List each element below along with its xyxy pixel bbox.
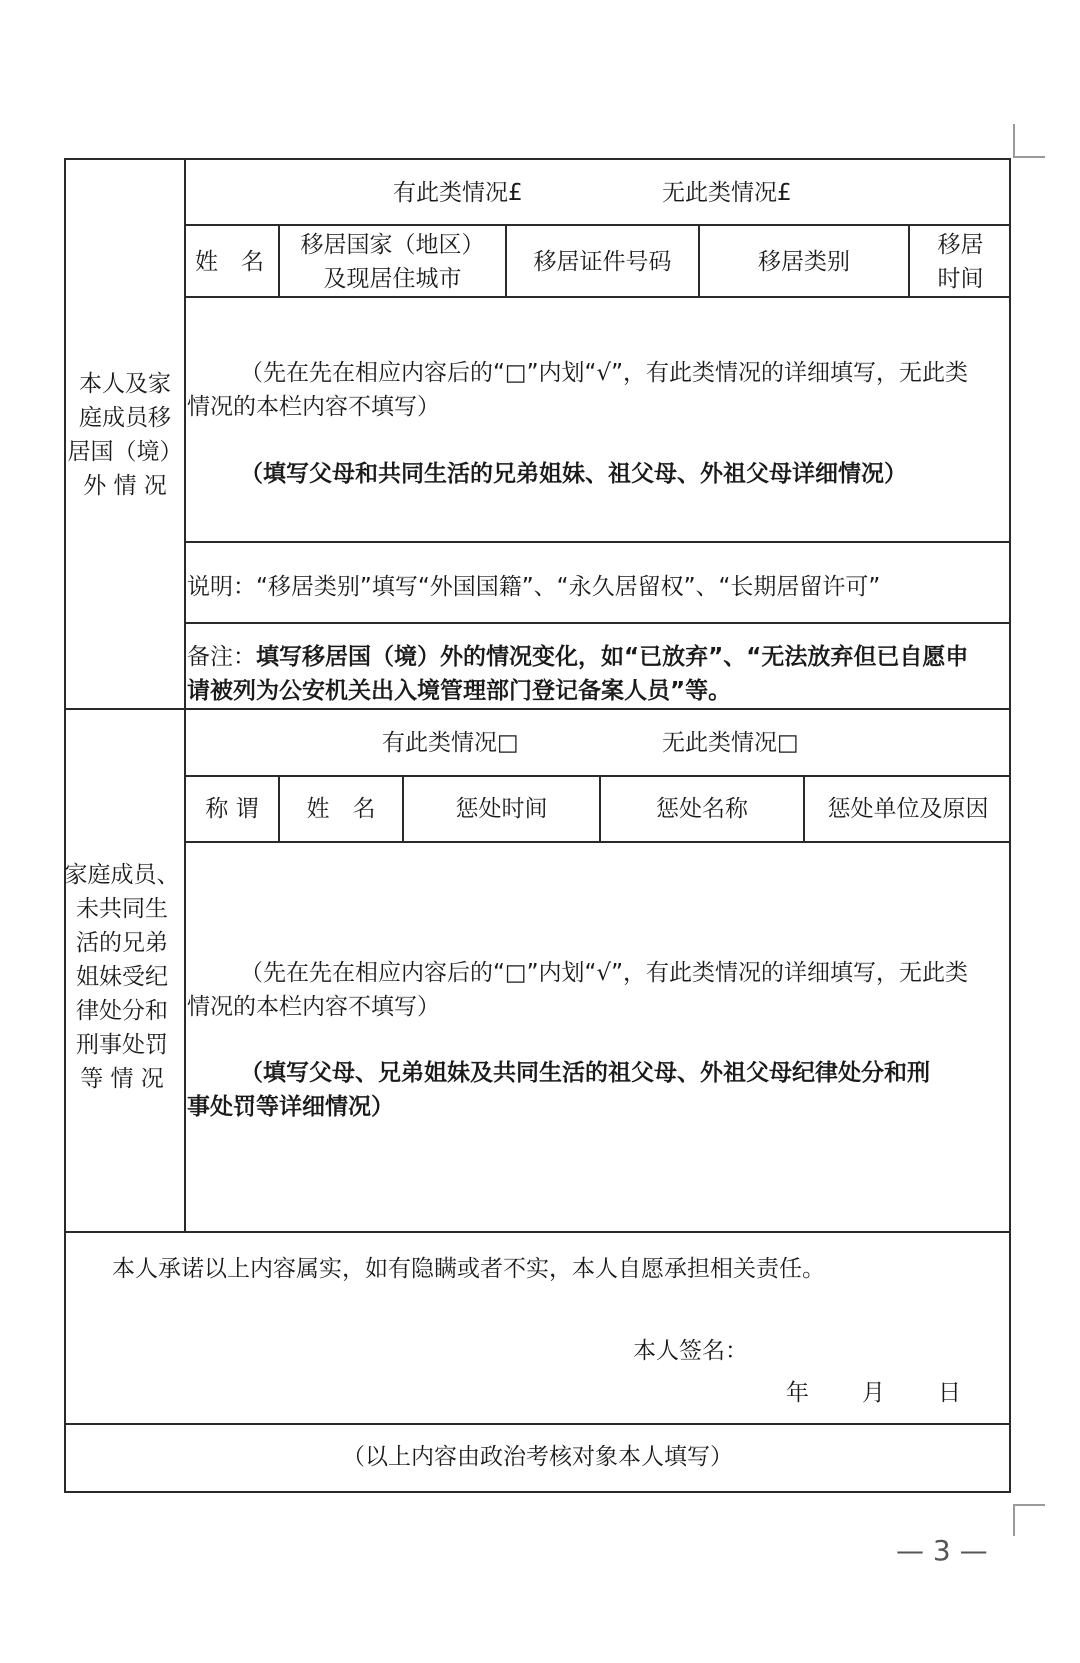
header-country-line2: 及现居住城市: [323, 266, 462, 292]
header-country-line1: 移居国家（地区）: [300, 232, 485, 258]
header-name: 姓 名: [195, 249, 264, 275]
section1-fill-hint: （填写父母和共同生活的兄弟姐妹、祖父母、外祖父母详细情况）: [240, 461, 907, 487]
remark-line1: 填写移居国（境）外的情况变化，如“已放弃”、“无法放弃但已自愿申: [256, 644, 969, 670]
header-name-2: 姓 名: [306, 796, 376, 822]
side-label-line: 本人及家: [79, 371, 171, 397]
rule: [184, 775, 1011, 777]
section1-remark: [187, 640, 968, 674]
rule: [64, 1423, 1011, 1425]
remark-label: 备注：: [187, 644, 256, 670]
rule: [184, 841, 1011, 843]
rule: [184, 622, 1011, 624]
crop-mark-top: [1013, 124, 1045, 158]
side-column-divider: [184, 158, 186, 1231]
header-penalty-title: 惩处名称: [656, 796, 748, 822]
status-no-checkbox-label-2[interactable]: 无此类情况□: [662, 730, 799, 756]
rule: [64, 708, 1011, 710]
section2-instruction-line1: （先在先在相应内容后的“□”内划“√”，有此类情况的详细填写，无此类: [240, 960, 969, 986]
header-penalty-unit-reason: 惩处单位及原因: [827, 796, 989, 822]
rule: [184, 541, 1011, 543]
rule: [184, 224, 1011, 226]
date-year: 年: [786, 1380, 809, 1406]
side-label-line: 家庭成员、: [64, 862, 180, 888]
section2-instruction-line2: 情况的本栏内容不填写）: [187, 994, 440, 1020]
section1-instruction-line2: 情况的本栏内容不填写）: [187, 394, 440, 420]
side-label-line: 庭成员移: [79, 405, 171, 431]
status-no-checkbox-label[interactable]: 无此类情况£: [662, 180, 792, 206]
section2-fill-hint-line1: （填写父母、兄弟姐妹及共同生活的祖父母、外祖父母纪律处分和刑: [240, 1060, 930, 1086]
footer-note: （以上内容由政治考核对象本人填写）: [342, 1444, 733, 1470]
rule: [184, 296, 1011, 298]
header-cert-no: 移居证件号码: [533, 249, 672, 275]
status-yes-checkbox-label[interactable]: 有此类情况£: [393, 180, 523, 206]
section1-side-label: [66, 367, 184, 503]
side-label-line: 外 情 况: [83, 473, 167, 499]
side-label-line: 刑事处罚: [76, 1032, 168, 1058]
signature-label[interactable]: 本人签名：: [633, 1338, 748, 1364]
header-migration-type: 移居类别: [758, 249, 850, 275]
section1-instruction-line1: （先在先在相应内容后的“□”内划“√”，有此类情况的详细填写，无此类: [240, 360, 969, 386]
side-label-line: 未共同生: [76, 896, 168, 922]
remark-line2: 请被列为公安机关出入境管理部门登记备案人员”等。: [187, 678, 732, 704]
section2-fill-hint-line2: 事处罚等详细情况）: [187, 1094, 394, 1120]
header-time-line2: 时间: [937, 266, 984, 292]
pledge-statement: 本人承诺以上内容属实，如有隐瞒或者不实，本人自愿承担相关责任。: [112, 1256, 825, 1282]
side-label-line: 姐妹受纪: [76, 964, 168, 990]
section1-note: 说明：“移居类别”填写“外国国籍”、“永久居留权”、“长期居留许可”: [187, 574, 881, 600]
header-time-line1: 移居: [937, 232, 984, 258]
date-month: 月: [862, 1380, 885, 1406]
header-relation: 称 谓: [205, 796, 259, 822]
side-label-line: 律处分和: [76, 998, 168, 1024]
side-label-line: 居国（境）: [67, 439, 183, 465]
side-label-line: 活的兄弟: [76, 930, 168, 956]
page-number: — 3 —: [896, 1534, 988, 1567]
side-label-line: 等 情 况: [80, 1066, 164, 1092]
crop-mark-bottom: [1013, 1504, 1045, 1536]
status-yes-checkbox-label-2[interactable]: 有此类情况□: [382, 730, 519, 756]
header-penalty-time: 惩处时间: [455, 796, 548, 822]
date-day: 日: [938, 1380, 961, 1406]
rule: [64, 1231, 1011, 1233]
section2-side-label: [60, 858, 184, 1096]
